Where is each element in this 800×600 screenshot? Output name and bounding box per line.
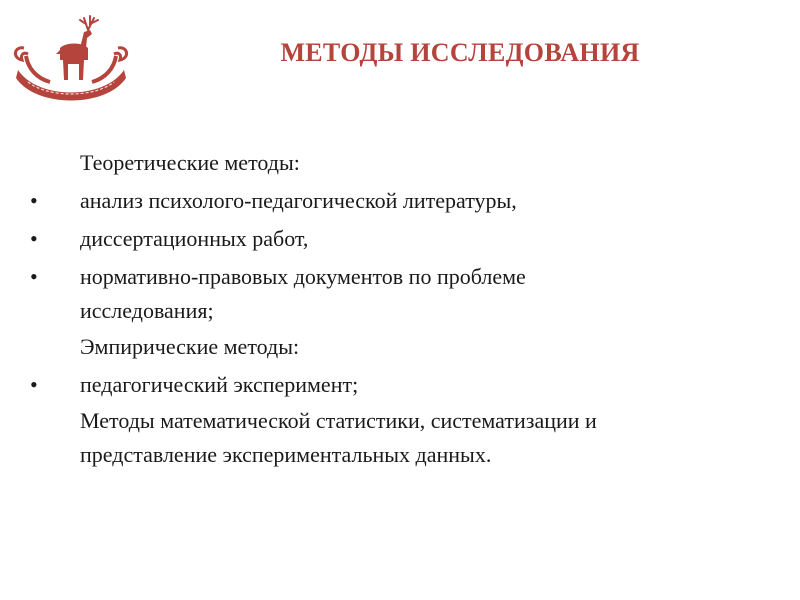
bullet-icon: • bbox=[30, 264, 38, 289]
section-heading-statistics: Методы математической статистики, систематизации и представление экспериментальных данных. bbox=[80, 408, 597, 467]
bullet-icon: • bbox=[30, 372, 38, 397]
slide-title: МЕТОДЫ ИССЛЕДОВАНИЯ bbox=[280, 38, 640, 67]
bullet-icon: • bbox=[30, 226, 38, 251]
bullet-icon: • bbox=[30, 188, 38, 213]
list-item: нормативно-правовых документов по проблеме исследования; bbox=[80, 264, 526, 323]
section-heading-empirical: Эмпирические методы: bbox=[80, 334, 300, 359]
list-item: педагогический эксперимент; bbox=[80, 372, 359, 397]
section-heading-theoretical: Теоретические методы: bbox=[80, 150, 300, 175]
list-item: диссертационных работ, bbox=[80, 226, 309, 251]
list-item: анализ психолого-педагогической литературы, bbox=[80, 188, 517, 213]
